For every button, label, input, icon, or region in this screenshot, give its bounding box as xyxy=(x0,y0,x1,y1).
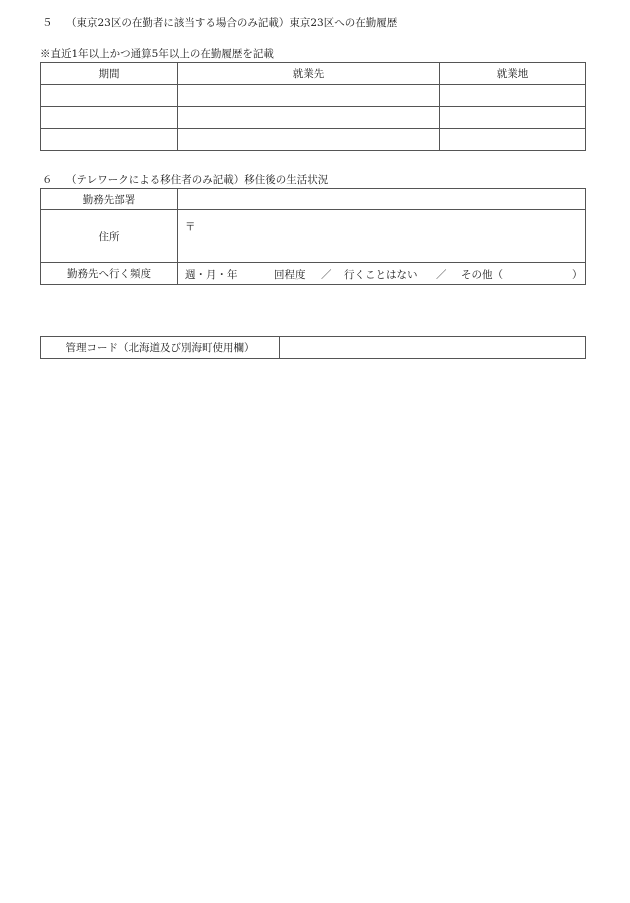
column-header-workplace: 就業地 xyxy=(440,63,586,85)
column-header-employer: 就業先 xyxy=(178,63,440,85)
work-history-table xyxy=(40,62,586,151)
section5-number: ５ xyxy=(42,17,53,29)
management-row xyxy=(41,337,586,359)
department-label: 勤務先部署 xyxy=(41,189,178,210)
section6-number: ６ xyxy=(42,174,53,186)
frequency-separator: ／ xyxy=(321,269,332,281)
table-row xyxy=(41,107,586,129)
section6-title: （テレワークによる移住者のみ記載）移住後の生活状況 xyxy=(66,174,329,186)
department-input[interactable] xyxy=(178,189,586,210)
period-cell[interactable] xyxy=(41,129,178,151)
address-label: 住所 xyxy=(41,210,178,263)
table-row xyxy=(41,85,586,107)
living-situation-table xyxy=(40,188,586,285)
employer-cell[interactable] xyxy=(178,129,440,151)
period-cell[interactable] xyxy=(41,107,178,129)
frequency-other-close: ） xyxy=(572,269,583,281)
frequency-row xyxy=(41,263,586,285)
section6-heading xyxy=(42,173,328,187)
frequency-label: 勤務先へ行く頻度 xyxy=(41,263,178,285)
workplace-cell[interactable] xyxy=(440,129,586,151)
address-row xyxy=(41,210,586,263)
section5-note: ※直近1年以上かつ通算5年以上の在勤履歴を記載 xyxy=(40,48,274,60)
frequency-other: その他（ xyxy=(461,269,503,281)
employer-cell[interactable] xyxy=(178,107,440,129)
address-input[interactable] xyxy=(178,210,586,263)
column-header-period: 期間 xyxy=(41,63,178,85)
management-code-table xyxy=(40,336,586,359)
section5-title: （東京23区の在勤者に該当する場合のみ記載）東京23区への在勤履歴 xyxy=(66,17,398,29)
management-code-input[interactable] xyxy=(280,337,586,359)
table-header-row xyxy=(41,63,586,85)
period-cell[interactable] xyxy=(41,85,178,107)
department-row xyxy=(41,189,586,210)
frequency-times: 回程度 xyxy=(274,269,306,281)
frequency-separator: ／ xyxy=(436,269,447,281)
frequency-never: 行くことはない xyxy=(344,269,418,281)
postal-mark: 〒 xyxy=(185,221,196,233)
workplace-cell[interactable] xyxy=(440,107,586,129)
frequency-options[interactable] xyxy=(178,263,586,285)
table-row xyxy=(41,129,586,151)
section5-heading xyxy=(42,16,397,30)
frequency-period: 週・月・年 xyxy=(185,269,238,281)
workplace-cell[interactable] xyxy=(440,85,586,107)
employer-cell[interactable] xyxy=(178,85,440,107)
management-code-label: 管理コード（北海道及び別海町使用欄） xyxy=(41,337,280,359)
